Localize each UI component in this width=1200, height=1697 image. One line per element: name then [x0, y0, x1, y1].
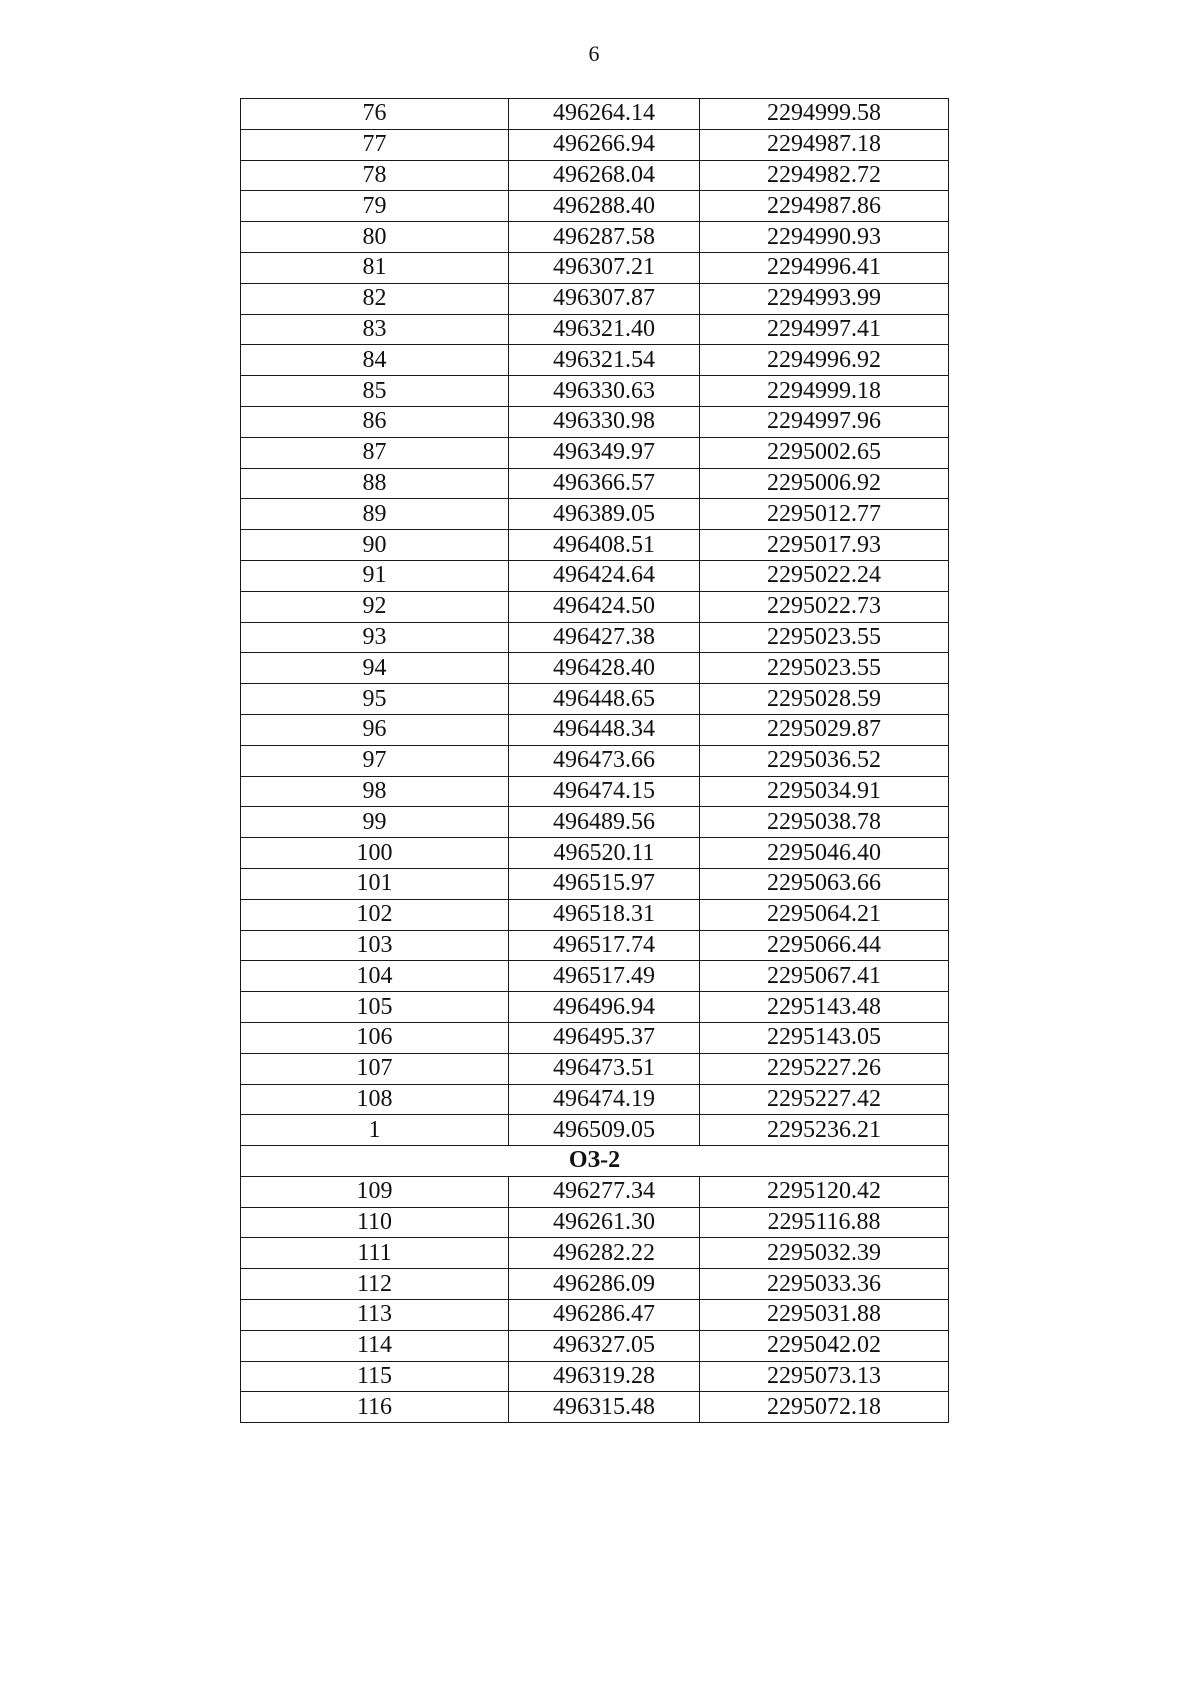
table-row	[241, 714, 949, 745]
table-row	[241, 160, 949, 191]
point-number-cell: 94	[241, 653, 509, 684]
table-row	[241, 530, 949, 561]
point-number-cell: 116	[241, 1392, 509, 1423]
x-coordinate-cell: 496448.34	[509, 714, 700, 745]
table-row	[241, 622, 949, 653]
y-coordinate-cell: 2295072.18	[700, 1392, 949, 1423]
y-coordinate-cell: 2295034.91	[700, 776, 949, 807]
point-number-cell: 80	[241, 222, 509, 253]
y-coordinate-cell: 2295227.42	[700, 1084, 949, 1115]
section-title: ОЗ-2	[241, 1146, 949, 1177]
y-coordinate-cell: 2295023.55	[700, 653, 949, 684]
point-number-cell: 78	[241, 160, 509, 191]
x-coordinate-cell: 496286.47	[509, 1300, 700, 1331]
y-coordinate-cell: 2295042.02	[700, 1330, 949, 1361]
table-row	[241, 129, 949, 160]
point-number-cell: 88	[241, 468, 509, 499]
y-coordinate-cell: 2295067.41	[700, 961, 949, 992]
x-coordinate-cell: 496307.21	[509, 252, 700, 283]
y-coordinate-cell: 2295022.24	[700, 560, 949, 591]
point-number-cell: 97	[241, 745, 509, 776]
x-coordinate-cell: 496282.22	[509, 1238, 700, 1269]
y-coordinate-cell: 2294997.41	[700, 314, 949, 345]
point-number-cell: 93	[241, 622, 509, 653]
point-number-cell: 89	[241, 499, 509, 530]
table-row	[241, 1084, 949, 1115]
point-number-cell: 87	[241, 437, 509, 468]
point-number-cell: 91	[241, 560, 509, 591]
point-number-cell: 98	[241, 776, 509, 807]
table-row	[241, 345, 949, 376]
section-header-row	[241, 1146, 949, 1177]
coordinates-table-body	[241, 99, 949, 1423]
table-row	[241, 468, 949, 499]
x-coordinate-cell: 496330.63	[509, 376, 700, 407]
y-coordinate-cell: 2295063.66	[700, 868, 949, 899]
x-coordinate-cell: 496515.97	[509, 868, 700, 899]
point-number-cell: 103	[241, 930, 509, 961]
table-row	[241, 961, 949, 992]
point-number-cell: 1	[241, 1115, 509, 1146]
x-coordinate-cell: 496266.94	[509, 129, 700, 160]
y-coordinate-cell: 2294999.58	[700, 99, 949, 130]
x-coordinate-cell: 496261.30	[509, 1207, 700, 1238]
point-number-cell: 115	[241, 1361, 509, 1392]
y-coordinate-cell: 2294996.92	[700, 345, 949, 376]
x-coordinate-cell: 496288.40	[509, 191, 700, 222]
table-row	[241, 252, 949, 283]
y-coordinate-cell: 2294987.86	[700, 191, 949, 222]
x-coordinate-cell: 496287.58	[509, 222, 700, 253]
point-number-cell: 114	[241, 1330, 509, 1361]
x-coordinate-cell: 496517.74	[509, 930, 700, 961]
point-number-cell: 77	[241, 129, 509, 160]
point-number-cell: 81	[241, 252, 509, 283]
table-row	[241, 1022, 949, 1053]
point-number-cell: 102	[241, 899, 509, 930]
point-number-cell: 76	[241, 99, 509, 130]
point-number-cell: 86	[241, 406, 509, 437]
x-coordinate-cell: 496495.37	[509, 1022, 700, 1053]
x-coordinate-cell: 496496.94	[509, 992, 700, 1023]
y-coordinate-cell: 2295031.88	[700, 1300, 949, 1331]
x-coordinate-cell: 496330.98	[509, 406, 700, 437]
x-coordinate-cell: 496319.28	[509, 1361, 700, 1392]
y-coordinate-cell: 2294999.18	[700, 376, 949, 407]
point-number-cell: 110	[241, 1207, 509, 1238]
table-row	[241, 499, 949, 530]
x-coordinate-cell: 496428.40	[509, 653, 700, 684]
point-number-cell: 92	[241, 591, 509, 622]
table-row	[241, 314, 949, 345]
table-row	[241, 684, 949, 715]
table-row	[241, 1115, 949, 1146]
table-row	[241, 745, 949, 776]
y-coordinate-cell: 2295012.77	[700, 499, 949, 530]
y-coordinate-cell: 2295143.05	[700, 1022, 949, 1053]
x-coordinate-cell: 496307.87	[509, 283, 700, 314]
table-row	[241, 776, 949, 807]
point-number-cell: 96	[241, 714, 509, 745]
table-row	[241, 1361, 949, 1392]
table-row	[241, 437, 949, 468]
x-coordinate-cell: 496427.38	[509, 622, 700, 653]
y-coordinate-cell: 2294987.18	[700, 129, 949, 160]
y-coordinate-cell: 2295006.92	[700, 468, 949, 499]
y-coordinate-cell: 2295116.88	[700, 1207, 949, 1238]
point-number-cell: 101	[241, 868, 509, 899]
table-row	[241, 1053, 949, 1084]
x-coordinate-cell: 496520.11	[509, 838, 700, 869]
table-row	[241, 1300, 949, 1331]
point-number-cell: 82	[241, 283, 509, 314]
x-coordinate-cell: 496448.65	[509, 684, 700, 715]
table-row	[241, 930, 949, 961]
table-row	[241, 1269, 949, 1300]
x-coordinate-cell: 496268.04	[509, 160, 700, 191]
x-coordinate-cell: 496389.05	[509, 499, 700, 530]
x-coordinate-cell: 496327.05	[509, 1330, 700, 1361]
table-row	[241, 99, 949, 130]
y-coordinate-cell: 2295046.40	[700, 838, 949, 869]
table-row	[241, 992, 949, 1023]
x-coordinate-cell: 496473.66	[509, 745, 700, 776]
x-coordinate-cell: 496315.48	[509, 1392, 700, 1423]
y-coordinate-cell: 2295033.36	[700, 1269, 949, 1300]
point-number-cell: 83	[241, 314, 509, 345]
x-coordinate-cell: 496474.19	[509, 1084, 700, 1115]
point-number-cell: 99	[241, 807, 509, 838]
y-coordinate-cell: 2295036.52	[700, 745, 949, 776]
point-number-cell: 100	[241, 838, 509, 869]
x-coordinate-cell: 496349.97	[509, 437, 700, 468]
point-number-cell: 112	[241, 1269, 509, 1300]
table-row	[241, 868, 949, 899]
point-number-cell: 79	[241, 191, 509, 222]
point-number-cell: 85	[241, 376, 509, 407]
x-coordinate-cell: 496517.49	[509, 961, 700, 992]
y-coordinate-cell: 2295066.44	[700, 930, 949, 961]
y-coordinate-cell: 2295032.39	[700, 1238, 949, 1269]
table-row	[241, 1392, 949, 1423]
y-coordinate-cell: 2295120.42	[700, 1176, 949, 1207]
x-coordinate-cell: 496277.34	[509, 1176, 700, 1207]
y-coordinate-cell: 2295017.93	[700, 530, 949, 561]
y-coordinate-cell: 2295028.59	[700, 684, 949, 715]
y-coordinate-cell: 2294982.72	[700, 160, 949, 191]
point-number-cell: 107	[241, 1053, 509, 1084]
point-number-cell: 106	[241, 1022, 509, 1053]
table-row	[241, 406, 949, 437]
x-coordinate-cell: 496264.14	[509, 99, 700, 130]
y-coordinate-cell: 2294990.93	[700, 222, 949, 253]
point-number-cell: 111	[241, 1238, 509, 1269]
x-coordinate-cell: 496424.50	[509, 591, 700, 622]
table-row	[241, 191, 949, 222]
point-number-cell: 113	[241, 1300, 509, 1331]
table-row	[241, 222, 949, 253]
y-coordinate-cell: 2295143.48	[700, 992, 949, 1023]
point-number-cell: 95	[241, 684, 509, 715]
y-coordinate-cell: 2295236.21	[700, 1115, 949, 1146]
point-number-cell: 84	[241, 345, 509, 376]
table-row	[241, 283, 949, 314]
x-coordinate-cell: 496474.15	[509, 776, 700, 807]
x-coordinate-cell: 496286.09	[509, 1269, 700, 1300]
x-coordinate-cell: 496366.57	[509, 468, 700, 499]
y-coordinate-cell: 2295064.21	[700, 899, 949, 930]
point-number-cell: 105	[241, 992, 509, 1023]
table-row	[241, 1207, 949, 1238]
table-row	[241, 1176, 949, 1207]
coordinates-table	[240, 98, 949, 1423]
y-coordinate-cell: 2295038.78	[700, 807, 949, 838]
point-number-cell: 90	[241, 530, 509, 561]
x-coordinate-cell: 496408.51	[509, 530, 700, 561]
y-coordinate-cell: 2295073.13	[700, 1361, 949, 1392]
y-coordinate-cell: 2295002.65	[700, 437, 949, 468]
table-row	[241, 653, 949, 684]
table-row	[241, 807, 949, 838]
table-row	[241, 560, 949, 591]
table-row	[241, 899, 949, 930]
x-coordinate-cell: 496321.40	[509, 314, 700, 345]
point-number-cell: 104	[241, 961, 509, 992]
x-coordinate-cell: 496509.05	[509, 1115, 700, 1146]
x-coordinate-cell: 496518.31	[509, 899, 700, 930]
table-row	[241, 376, 949, 407]
x-coordinate-cell: 496489.56	[509, 807, 700, 838]
y-coordinate-cell: 2294997.96	[700, 406, 949, 437]
table-row	[241, 1330, 949, 1361]
point-number-cell: 109	[241, 1176, 509, 1207]
table-row	[241, 838, 949, 869]
y-coordinate-cell: 2295227.26	[700, 1053, 949, 1084]
table-row	[241, 591, 949, 622]
y-coordinate-cell: 2295023.55	[700, 622, 949, 653]
y-coordinate-cell: 2295029.87	[700, 714, 949, 745]
point-number-cell: 108	[241, 1084, 509, 1115]
page-number: 6	[588, 41, 600, 66]
y-coordinate-cell: 2295022.73	[700, 591, 949, 622]
x-coordinate-cell: 496473.51	[509, 1053, 700, 1084]
y-coordinate-cell: 2294996.41	[700, 252, 949, 283]
x-coordinate-cell: 496424.64	[509, 560, 700, 591]
y-coordinate-cell: 2294993.99	[700, 283, 949, 314]
table-row	[241, 1238, 949, 1269]
x-coordinate-cell: 496321.54	[509, 345, 700, 376]
